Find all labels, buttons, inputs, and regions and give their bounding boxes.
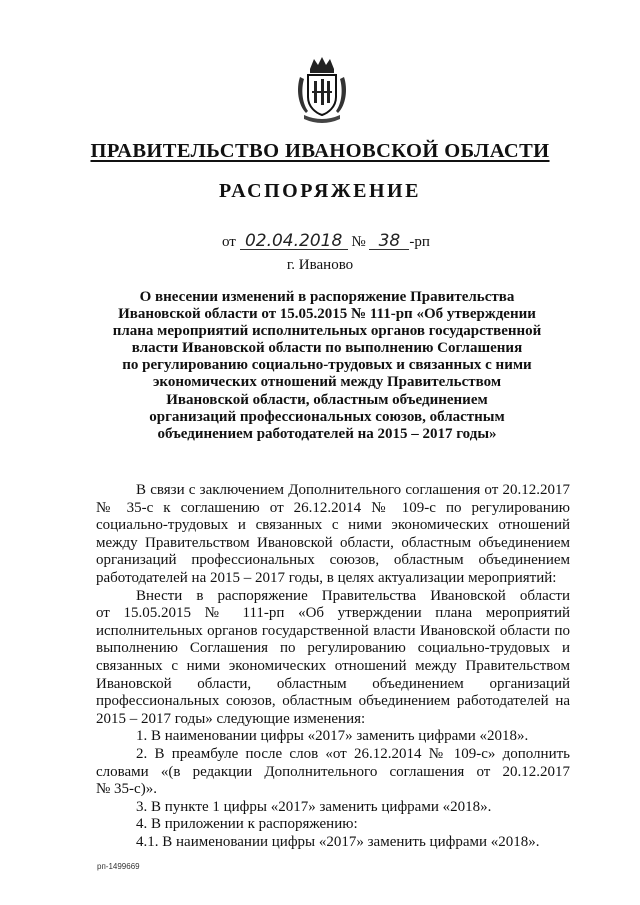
body-line: Ивановской области, областным объединением организаций [96,675,570,692]
body-line: между Правительством Ивановской области, областным объединением [96,534,570,551]
list-item-3: 3. В пункте 1 цифры «2017» заменить цифрами «2018». [136,798,492,815]
title-line: Ивановской области, областным объединением [166,391,488,408]
organization-name: ПРАВИТЕЛЬСТВО ИВАНОВСКОЙ ОБЛАСТИ [90,140,550,162]
title-line: О внесении изменений в распоряжение Правительства [139,289,515,305]
coat-of-arms-icon [296,55,348,125]
document-code: рп-1499669 [97,862,140,871]
body-line: Внести в распоряжение Правительства Ивановской области [136,587,570,604]
body-line: выполнению Соглашения по регулированию социально-трудовых и [96,640,570,657]
body-line: № 35-с)». [96,781,157,798]
list-item-1: 1. В наименовании цифры «2017» заменить цифрами «2018». [136,728,529,745]
document-body [96,482,570,851]
body-line: № 35-с к соглашению от 26.12.2014 № 109-с по регулированию [96,499,570,516]
body-line: словами «(в редакции Дополнительного соглашения от 20.12.2017 [96,763,570,780]
date-prefix: от [222,234,236,250]
handwritten-date: 02.04.2018 [240,233,348,250]
body-line: 2015 – 2017 годы» следующие изменения: [96,710,366,727]
body-line: от 15.05.2015 № 111-рп «Об утверждении плана мероприятий [96,605,570,622]
list-item-4-1: 4.1. В наименовании цифры «2017» заменить цифрами «2018». [136,833,540,850]
title-line: организаций профессиональных союзов, областным [149,408,505,425]
body-line: профессиональных союзов, областным объединением работодателей на [96,693,570,710]
handwritten-number: 38 [369,233,409,250]
document-title [112,289,542,443]
body-line: социально-трудовых и связанных с ними экономических отношений [96,517,570,534]
list-item-2: 2. В преамбуле после слов «от 26.12.2014 № 109-с» дополнить [136,745,570,762]
title-line: по регулированию социально-трудовых и связанных с ними [122,357,532,374]
number-suffix: -рп [409,234,430,250]
body-line: В связи с заключением Дополнительного соглашения от 20.12.2017 [136,482,570,498]
body-line: исполнительных органов государственной власти Ивановской области по [96,622,570,639]
number-label: № [351,234,366,250]
title-line: Ивановской области от 15.05.2015 № 111-рп «Об утверждении [118,306,536,323]
registration-line [222,233,430,251]
title-line: плана мероприятий исполнительных органов государственной [112,323,542,340]
body-line: связанных с ними экономических отношений между Правительством [96,657,570,674]
document-type: РАСПОРЯЖЕНИЕ [219,180,421,202]
title-line: объединением работодателей на 2015 – 2017 годы» [157,425,497,442]
body-line: работодателей на 2015 – 2017 годы, в целях актуализации мероприятий: [96,569,557,586]
city: г. Иваново [286,257,354,273]
list-item-4: 4. В приложении к распоряжению: [136,816,358,833]
title-line: экономических отношений между Правительством [152,374,502,391]
title-line: власти Ивановской области по выполнению Соглашения [131,340,523,357]
body-line: организаций профессиональных союзов, областным объединением [96,552,570,569]
